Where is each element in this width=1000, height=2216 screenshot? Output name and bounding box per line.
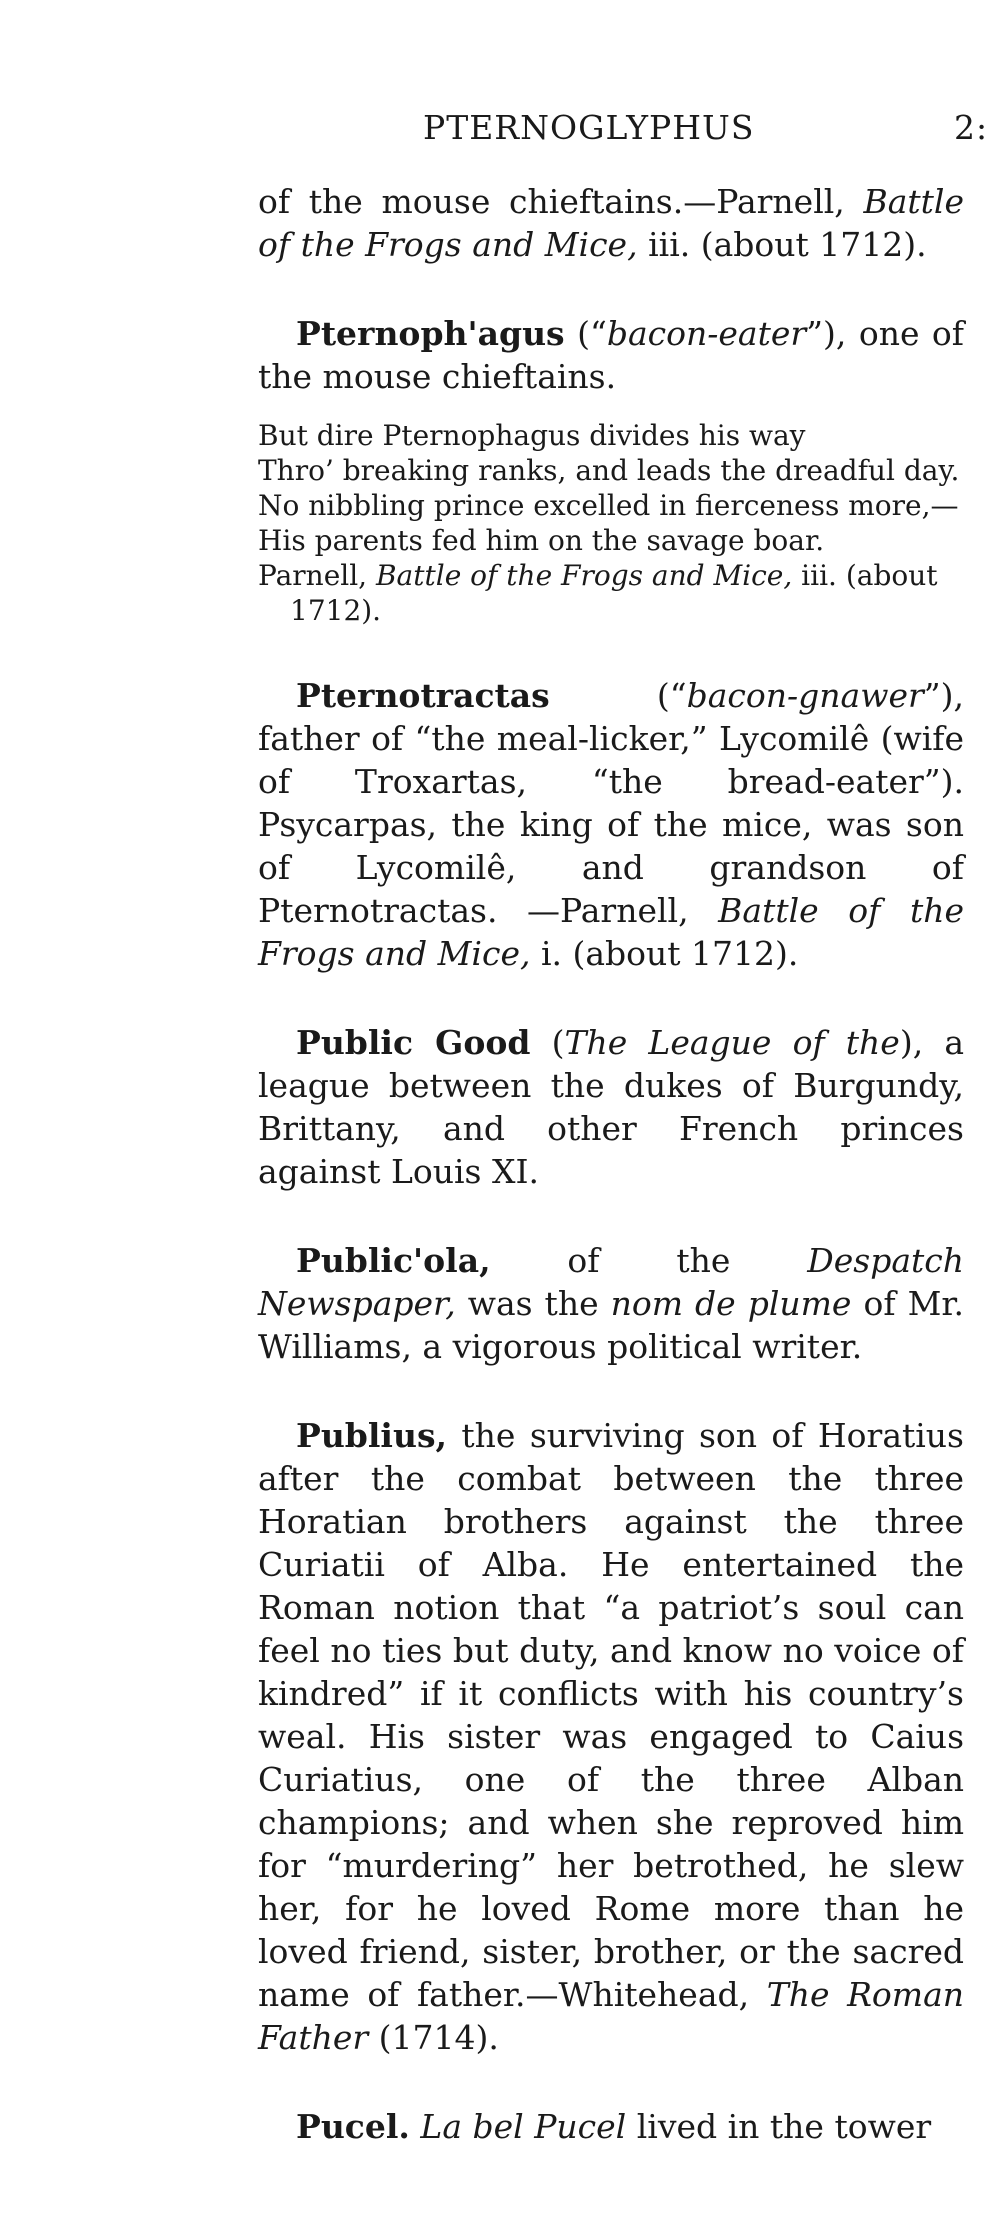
entry-paragraph bbox=[258, 1239, 964, 1368]
text-run: lived in the tower bbox=[626, 2107, 932, 2146]
running-title: PTERNOGLYPHUS bbox=[423, 108, 755, 147]
page-header bbox=[0, 108, 1000, 152]
entry-publius bbox=[258, 1414, 964, 2059]
verse-line: His parents fed him on the savage boar. bbox=[258, 524, 825, 557]
verse-line: Thro’ breaking ranks, and leads the dreadful day. bbox=[258, 454, 960, 487]
text-run: (“ bbox=[564, 314, 607, 353]
text-run: (“ bbox=[549, 676, 687, 715]
verse-quotation bbox=[258, 418, 964, 628]
italic-title: La bel Pucel bbox=[420, 2107, 627, 2146]
entry-pternotractas bbox=[258, 674, 964, 975]
headword: Pucel. bbox=[296, 2107, 410, 2146]
entry-pucel bbox=[258, 2105, 964, 2148]
text-run: ”), father of “the meal-licker,” Lycomilê (wife of Troxartas, “the bread-eater”). Psycarpas, the king of the mice, was son of Lycomilê, and grandson of Pternotractas. —Parnell, bbox=[258, 676, 964, 930]
entry-paragraph bbox=[258, 2105, 964, 2148]
entry-pternophagus bbox=[258, 312, 964, 628]
text-run: i. (about 1712). bbox=[530, 934, 799, 973]
italic-title: Battle of the Frogs and Mice, bbox=[258, 182, 964, 264]
italic-title: The League of the bbox=[564, 1023, 900, 1062]
text-run: the surviving son of Horatius after the combat between the three Horatian brothers against the three Curiatii of Alba. He entertained the Roman notion that “a patriot’s soul can feel no ties but duty, and know no voice of kindred” if it conflicts with his country’s weal. His sister was engaged to Caius Curiatius, one of the three Alban champions; and when she reproved him for “murdering” her betrothed, he slew her, for he loved Rome more than he loved friend, sister, brother, or the sacred name of father.—Whitehead, bbox=[258, 1416, 964, 2014]
text-run: of Mr. Williams, a vigorous political writer. bbox=[258, 1284, 964, 1366]
text-run: of the bbox=[490, 1241, 808, 1280]
text-run bbox=[410, 2107, 421, 2146]
headword: Pternoph'agus bbox=[296, 314, 565, 353]
text-run: was the bbox=[455, 1284, 611, 1323]
text-run: iii. (about 1712). bbox=[290, 559, 938, 627]
entry-paragraph bbox=[258, 312, 964, 398]
verse-line: But dire Pternophagus divides his way bbox=[258, 419, 806, 452]
entry-paragraph bbox=[258, 1414, 964, 2059]
headword: Publius, bbox=[296, 1416, 448, 1455]
headword: Public'ola, bbox=[296, 1241, 491, 1280]
text-run: ( bbox=[530, 1023, 565, 1062]
headword: Pternotractas bbox=[296, 676, 550, 715]
page-number: 2: bbox=[954, 108, 989, 147]
italic-title: The Roman Father bbox=[258, 1975, 964, 2057]
text-run: iii. (about 1712). bbox=[637, 225, 927, 264]
text-run: ), a league between the dukes of Burgundy, Brittany, and other French princes against Louis XI. bbox=[258, 1023, 964, 1191]
italic-phrase: nom de plume bbox=[610, 1284, 852, 1323]
text-column bbox=[258, 180, 964, 2148]
text-run: (1714). bbox=[368, 2018, 499, 2057]
verse-citation bbox=[258, 558, 964, 628]
text-run: ”), one of the mouse chieftains. bbox=[258, 314, 964, 396]
entry-public-good bbox=[258, 1021, 964, 1193]
italic-gloss: bacon-gnawer bbox=[686, 676, 924, 715]
continuation-paragraph bbox=[258, 180, 964, 266]
text-run: of the mouse chieftains.—Parnell, bbox=[258, 182, 864, 221]
italic-title: Despatch Newspaper, bbox=[258, 1241, 964, 1323]
headword: Public Good bbox=[296, 1023, 531, 1062]
entry-publicola bbox=[258, 1239, 964, 1368]
italic-gloss: bacon-eater bbox=[606, 314, 807, 353]
entry-paragraph bbox=[258, 1021, 964, 1193]
italic-title: Battle of the Frogs and Mice, bbox=[375, 559, 793, 592]
verse-line: No nibbling prince excelled in fierceness more,— bbox=[258, 489, 959, 522]
italic-title: Battle of the Frogs and Mice, bbox=[258, 891, 964, 973]
text-run: Parnell, bbox=[258, 559, 376, 592]
entry-paragraph bbox=[258, 674, 964, 975]
